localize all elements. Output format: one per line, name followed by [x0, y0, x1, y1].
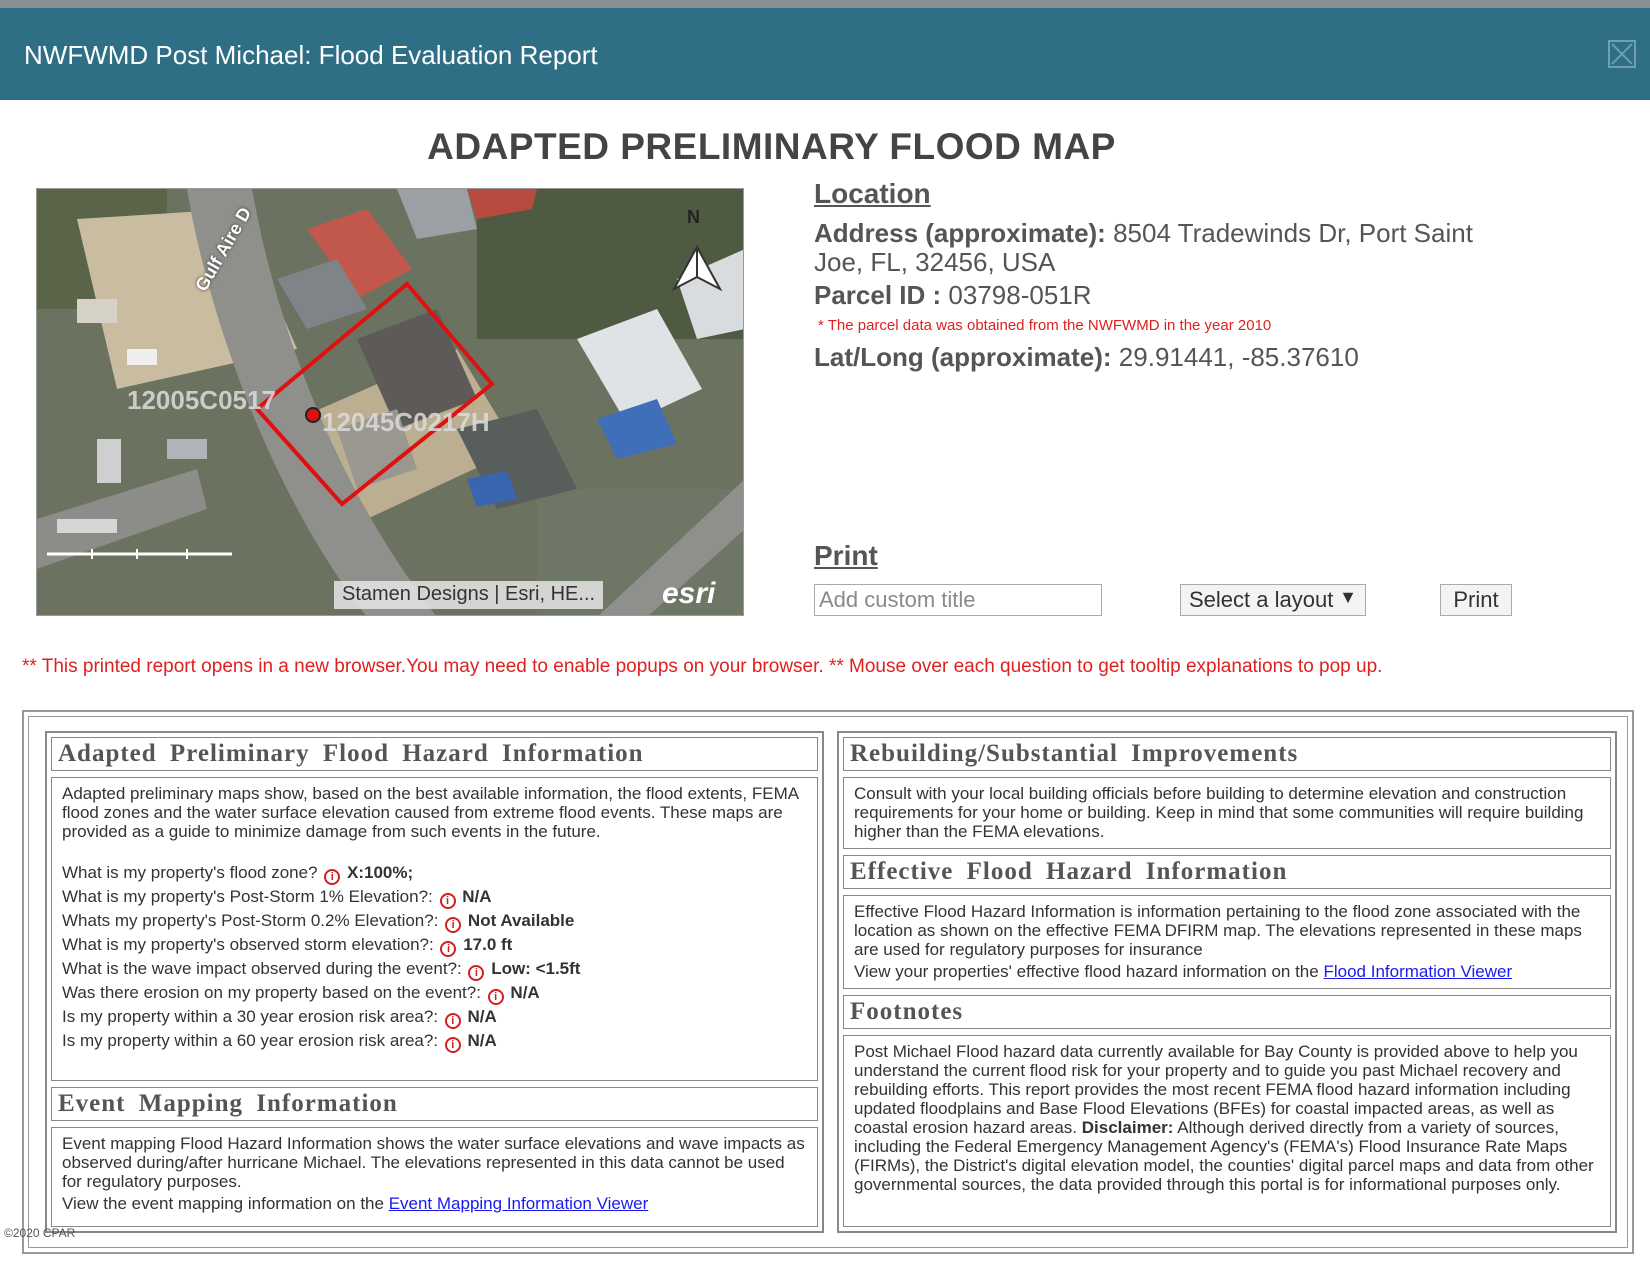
rebuild-section [843, 777, 1611, 849]
page-title: ADAPTED PRELIMINARY FLOOD MAP [427, 126, 1116, 167]
footnotes-heading: Footnotes [843, 995, 1611, 1029]
question-row[interactable] [62, 1029, 807, 1053]
layout-select[interactable] [1180, 584, 1366, 616]
answer-value: Low: <1.5ft [491, 959, 581, 978]
info-icon[interactable]: i [445, 917, 461, 933]
event-heading: Event Mapping Information [51, 1087, 818, 1121]
hazard-text: Adapted preliminary maps show, based on the best available information, the flood extents, FEMA flood zones and the water surface elevation caused from extreme flood events. These maps are provided as a guide to minimize damage from such events in the future. [62, 784, 799, 841]
zone-label-1: 12005C0517 [127, 385, 276, 415]
address-line [814, 218, 1473, 248]
question-row[interactable] [62, 957, 807, 981]
latlong-line [814, 342, 1359, 372]
footnotes-text-2: Although derived directly from a variety of sources, including the Federal Emergency Management Agency's (FEMA's) Flood Insurance Rate Maps (FIRMs), the District's digital elevation model, the counties' digital parcel maps and data from other governmental sources, the data provided through this portal is for informational purposes only. [854, 1118, 1594, 1194]
zone-label-2: 12045C0217H [322, 407, 490, 437]
question-row[interactable] [62, 981, 807, 1005]
report-panel [22, 710, 1634, 1254]
info-icon[interactable]: i [468, 965, 484, 981]
aerial-map[interactable] [36, 188, 744, 616]
print-button[interactable]: Print [1440, 584, 1512, 616]
event-mapping-viewer-link[interactable]: Event Mapping Information Viewer [388, 1194, 649, 1213]
dialog-header [0, 8, 1650, 100]
footnotes-section [843, 1035, 1611, 1227]
north-label: N [687, 207, 700, 227]
effective-text: Effective Flood Hazard Information is information pertaining to the flood zone associated with the location as shown on the effective FEMA DFIRM map. The elevations represented in these maps are used for regulatory purposes for insurance [854, 902, 1582, 959]
question-text: Was there erosion on my property based on the event?: [62, 983, 481, 1002]
address-label: Address (approximate): [814, 218, 1106, 248]
answer-value: N/A [467, 1007, 497, 1026]
question-row[interactable] [62, 861, 807, 885]
map-attribution[interactable]: Stamen Designs | Esri, HE... [334, 581, 603, 609]
question-text: What is my property's flood zone? [62, 863, 318, 882]
answer-value: N/A [462, 887, 492, 906]
info-icon[interactable]: i [445, 1037, 461, 1053]
report-inner [28, 716, 1628, 1248]
flood-information-viewer-link[interactable]: Flood Information Viewer [1323, 962, 1513, 981]
address-value-2: Joe, FL, 32456, USA [814, 247, 1056, 277]
address-value: 8504 Tradewinds Dr, Port Saint [1113, 218, 1473, 248]
footnotes-text [854, 1042, 1600, 1194]
address-line-2 [814, 247, 1055, 277]
question-text: Whats my property's Post-Storm 0.2% Elevation?: [62, 911, 439, 930]
road-label: Gulf Aire D [191, 203, 256, 295]
latlong-value: 29.91441, -85.37610 [1118, 342, 1359, 372]
left-column [45, 731, 824, 1233]
dialog-title: NWFWMD Post Michael: Flood Evaluation Report [24, 40, 598, 70]
answer-value: Not Available [467, 911, 575, 930]
event-link-prefix: View the event mapping information on the [62, 1194, 384, 1213]
question-list [62, 861, 807, 1053]
info-icon[interactable]: i [445, 1013, 461, 1029]
close-icon[interactable] [1608, 40, 1636, 68]
effective-section [843, 895, 1611, 989]
info-icon[interactable]: i [440, 941, 456, 957]
custom-title-input[interactable] [814, 584, 1102, 616]
event-text: Event mapping Flood Hazard Information shows the water surface elevations and wave impacts as observed during/after hurricane Michael. The elevations represented in this data cannot be used for regulatory purposes. [62, 1134, 805, 1191]
esri-logo: esri [662, 577, 716, 610]
latlong-label: Lat/Long (approximate): [814, 342, 1112, 372]
effective-link-line [854, 962, 1600, 981]
question-text: Is my property within a 30 year erosion risk area?: [62, 1007, 439, 1026]
location-heading: Location [814, 178, 931, 209]
answer-value: N/A [510, 983, 540, 1002]
info-icon[interactable]: i [324, 869, 340, 885]
parcel-label: Parcel ID : [814, 280, 942, 310]
rebuild-text: Consult with your local building officials before building to determine elevation and construction requirements for your home or building. Keep in mind that some communities will require building higher than the FEMA elevations. [854, 784, 1584, 841]
question-row[interactable] [62, 885, 807, 909]
question-row[interactable] [62, 909, 807, 933]
copyright: ©2020 CPAR [4, 1226, 76, 1240]
question-text: What is the wave impact observed during the event?: [62, 959, 462, 978]
answer-value: X:100%; [347, 863, 414, 882]
event-section [51, 1127, 818, 1227]
question-row[interactable] [62, 933, 807, 957]
right-column [837, 731, 1617, 1233]
popup-warning: ** This printed report opens in a new browser.You may need to enable popups on your browser. ** Mouse over each question to get tooltip explanations to pop up. [22, 656, 1383, 677]
chevron-down-icon: ▼ [1339, 587, 1357, 607]
parcel-value: 03798-051R [948, 280, 1092, 310]
answer-value: 17.0 ft [463, 935, 513, 954]
info-icon[interactable]: i [488, 989, 504, 1005]
window-top-strip [0, 0, 1650, 8]
parcel-note: * The parcel data was obtained from the NWFWMD in the year 2010 [818, 317, 1272, 334]
info-icon[interactable]: i [440, 893, 456, 909]
event-link-line [62, 1194, 807, 1213]
question-row[interactable] [62, 1005, 807, 1029]
rebuild-heading: Rebuilding/Substantial Improvements [843, 737, 1611, 771]
disclaimer-label: Disclaimer: [1081, 1118, 1174, 1137]
question-text: What is my property's observed storm elevation?: [62, 935, 434, 954]
answer-value: N/A [467, 1031, 497, 1050]
question-text: What is my property's Post-Storm 1% Elevation?: [62, 887, 433, 906]
footnotes-text-1: Post Michael Flood hazard data currently available for Bay County is provided above to help you understand the current flood risk for your property and to guide you past Michael recovery and rebuilding efforts. This report provides the most recent FEMA flood hazard information including updated floodplains and Base Flood Elevations (BFEs) for coastal impacted areas, as well as coastal erosion hazard areas. [854, 1042, 1578, 1137]
hazard-heading: Adapted Preliminary Flood Hazard Information [51, 737, 818, 771]
effective-heading: Effective Flood Hazard Information [843, 855, 1611, 889]
hazard-section [51, 777, 818, 1081]
layout-select-value: Select a layout [1189, 587, 1334, 612]
parcel-line [814, 280, 1092, 310]
question-text: Is my property within a 60 year erosion risk area?: [62, 1031, 439, 1050]
print-heading: Print [814, 540, 878, 571]
effective-link-prefix: View your properties' effective flood hazard information on the [854, 962, 1319, 981]
